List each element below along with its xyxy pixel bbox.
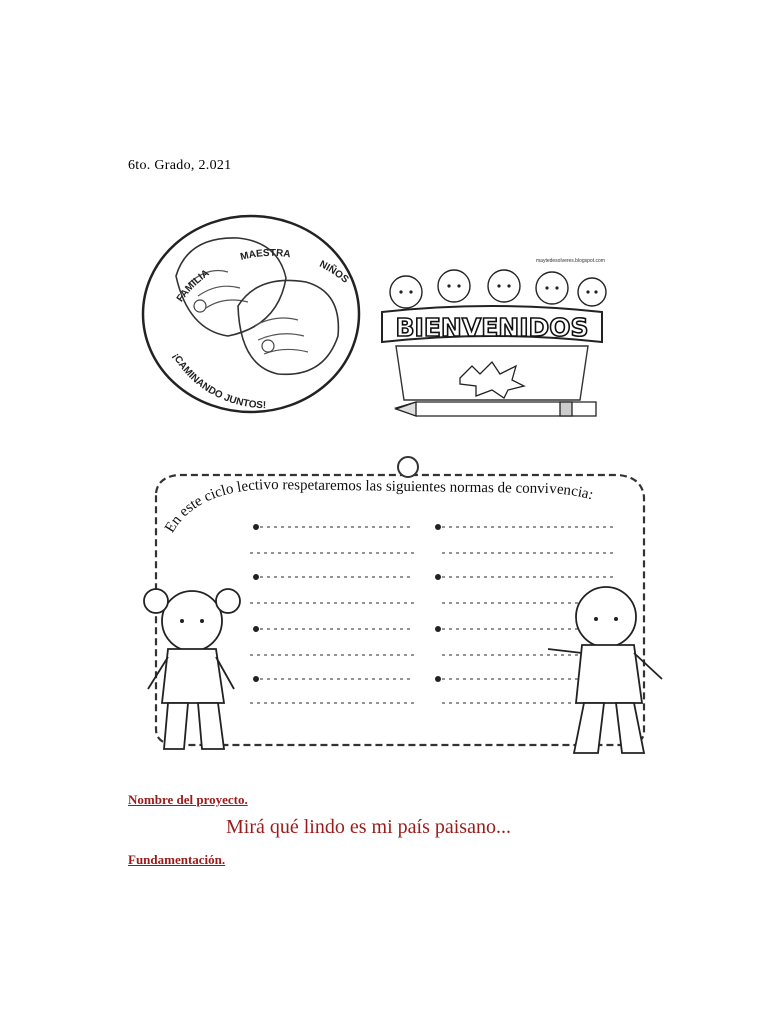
word-maestra: MAESTRA — [239, 247, 292, 263]
holding-hands-icon — [128, 196, 374, 428]
word-ninos: NIÑOS — [317, 258, 351, 286]
project-title: Mirá qué lindo es mi país paisano... — [226, 816, 511, 838]
svg-text:En este ciclo lectivo respetar — [162, 477, 595, 536]
word-caminando-juntos: ¡CAMINANDO JUNTOS! — [170, 351, 267, 412]
foundation-heading: Fundamentación. — [128, 852, 226, 867]
norms-caption: En este ciclo lectivo respetaremos las siguientes normas de convivencia: — [162, 476, 595, 536]
blog-url: maytedesolveres.blogspot.com — [536, 258, 605, 264]
welcome-banner-illustration — [376, 250, 608, 430]
word-familia: FAMILIA — [174, 267, 212, 305]
grade-line: 6to. Grado, 2.021 — [128, 158, 232, 173]
children-faces-icon — [376, 250, 608, 430]
project-name-heading: Nombre del proyecto. — [128, 792, 248, 807]
two-children-clipboard-icon — [128, 453, 672, 767]
family-teacher-children-illustration — [128, 196, 374, 428]
bienvenidos-title: BIENVENIDOS — [395, 313, 589, 342]
classroom-norms-illustration — [128, 453, 672, 767]
